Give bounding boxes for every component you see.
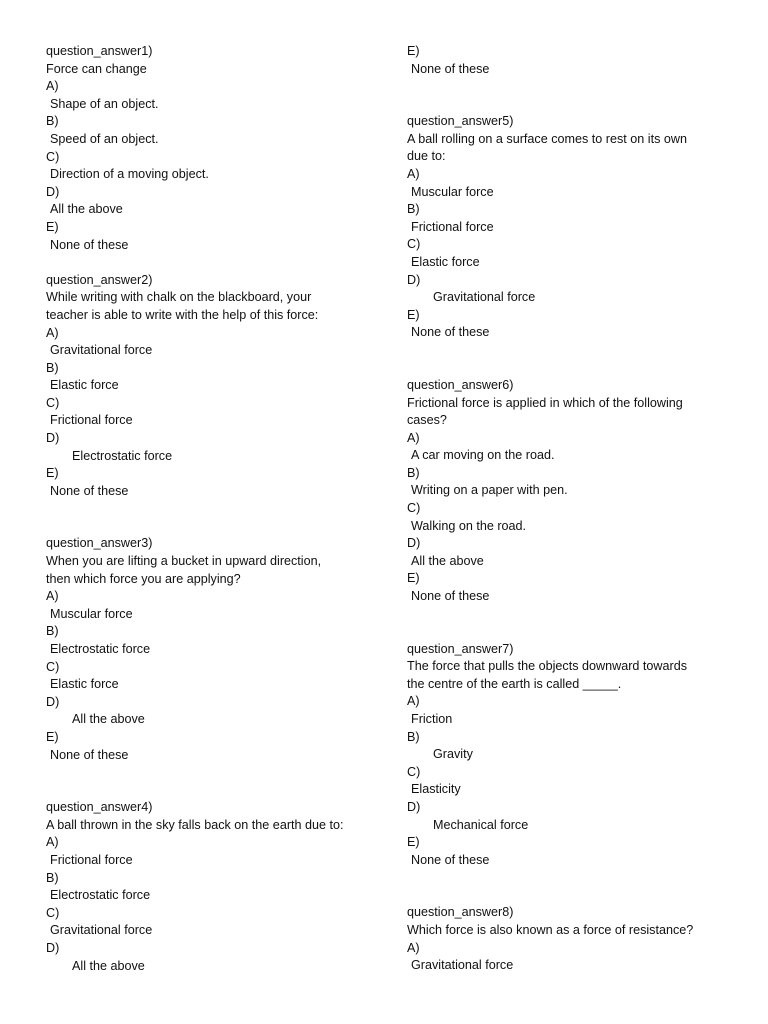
question-label: question_answer2) [46,272,153,287]
question-text: While writing with chalk on the blackboard, your [46,290,312,305]
option-letter: E) [407,44,420,58]
question-label: question_answer8) [407,905,514,920]
option-letter: A) [407,430,420,445]
option-letter: C) [46,395,60,410]
option-text: Elastic force [411,254,480,269]
option-letter: B) [407,202,420,217]
spacer [46,500,376,535]
option-letter: C) [46,149,60,164]
spacer [407,869,717,904]
right-column [407,43,717,975]
option-text: Mechanical force [433,817,529,832]
spacer [46,764,376,799]
option-text: None of these [411,61,490,76]
option-letter: A) [407,940,420,955]
option-letter: E) [46,219,59,234]
option-text: Frictional force [50,413,133,428]
question-label: question_answer1) [46,44,153,58]
option-text: Muscular force [50,606,133,621]
option-letter: A) [407,166,420,181]
question-text: Frictional force is applied in which of the following [407,395,683,410]
option-letter: B) [407,465,420,480]
option-text: Writing on a paper with pen. [411,483,568,498]
option-text: All the above [411,553,484,568]
question-text: A ball rolling on a surface comes to rest on its own [407,131,688,146]
option-letter: B) [46,624,59,639]
option-text: Gravitational force [50,923,153,938]
option-letter: A) [46,325,59,340]
option-text: Walking on the road. [411,518,527,533]
option-text: Gravity [433,747,473,762]
option-letter: C) [46,659,60,674]
option-text: All the above [72,712,145,727]
option-text: Shape of an object. [50,96,159,111]
question-6 [407,377,717,606]
option-letter: C) [407,501,421,516]
question-text: A ball thrown in the sky falls back on the earth due to: [46,817,344,832]
question-text: then which force you are applying? [46,571,241,586]
option-letter: A) [46,835,59,850]
option-letter: D) [46,940,60,955]
option-text: Gravitational force [411,958,514,973]
option-text: None of these [50,483,129,498]
option-text: Muscular force [411,184,494,199]
option-letter: D) [407,799,421,814]
option-text: Elasticity [411,782,461,797]
option-letter: B) [46,114,59,129]
option-text: Friction [411,712,453,726]
option-text: All the above [50,202,123,217]
option-letter: A) [46,79,59,94]
option-text: Elastic force [50,378,119,393]
question-2 [46,272,376,501]
option-text: Electrostatic force [50,642,151,656]
option-text: Frictional force [411,219,494,234]
option-text: Frictional force [50,852,133,867]
option-text: Direction of a moving object. [50,167,209,182]
option-text: Electrostatic force [72,448,173,463]
option-text: None of these [411,589,490,604]
question-label: question_answer4) [46,800,153,815]
option-text: None of these [411,325,490,340]
option-text: Speed of an object. [50,131,159,146]
option-letter: E) [407,307,420,322]
option-text: Elastic force [50,677,119,692]
question-text: Force can change [46,61,147,76]
option-letter: D) [407,272,421,287]
option-text: None of these [411,852,490,867]
spacer [407,78,717,113]
option-text: Electrostatic force [50,888,151,903]
option-letter: D) [46,431,60,446]
question-4-continued [407,43,717,78]
option-letter: B) [46,360,59,375]
option-text: A car moving on the road. [411,448,555,463]
question-7 [407,641,717,870]
question-4 [46,799,376,975]
option-letter: C) [407,237,421,252]
question-label: question_answer5) [407,114,514,129]
option-letter: C) [407,764,421,779]
question-label: question_answer7) [407,641,514,656]
option-letter: B) [46,870,59,885]
question-text: due to: [407,149,446,164]
question-3 [46,535,376,764]
option-letter: D) [407,536,421,551]
question-text: When you are lifting a bucket in upward direction, [46,554,322,569]
option-letter: D) [46,694,60,709]
spacer [46,254,376,272]
question-text: teacher is able to write with the help of this force: [46,307,319,322]
question-text: Which force is also known as a force of resistance? [407,922,694,937]
question-text: The force that pulls the objects downward towards [407,659,688,674]
spacer [407,342,717,377]
option-letter: C) [46,905,60,920]
question-label: question_answer6) [407,377,514,392]
option-letter: E) [46,729,59,744]
question-text: the centre of the earth is called _____. [407,676,622,691]
option-text: None of these [50,747,129,762]
option-text: None of these [50,237,129,252]
option-letter: E) [407,835,420,850]
option-letter: E) [46,466,59,481]
option-letter: A) [46,589,59,604]
question-text: cases? [407,413,447,428]
question-1 [46,43,376,254]
option-letter: D) [46,184,60,199]
option-letter: E) [407,571,420,586]
spacer [407,606,717,641]
question-5 [407,113,717,342]
option-letter: A) [407,694,420,709]
option-text: Gravitational force [50,343,153,358]
option-text: All the above [72,958,145,973]
question-label: question_answer3) [46,536,153,551]
option-text: Gravitational force [433,290,536,305]
question-8 [407,904,717,974]
left-column [46,43,376,975]
option-letter: B) [407,729,420,744]
